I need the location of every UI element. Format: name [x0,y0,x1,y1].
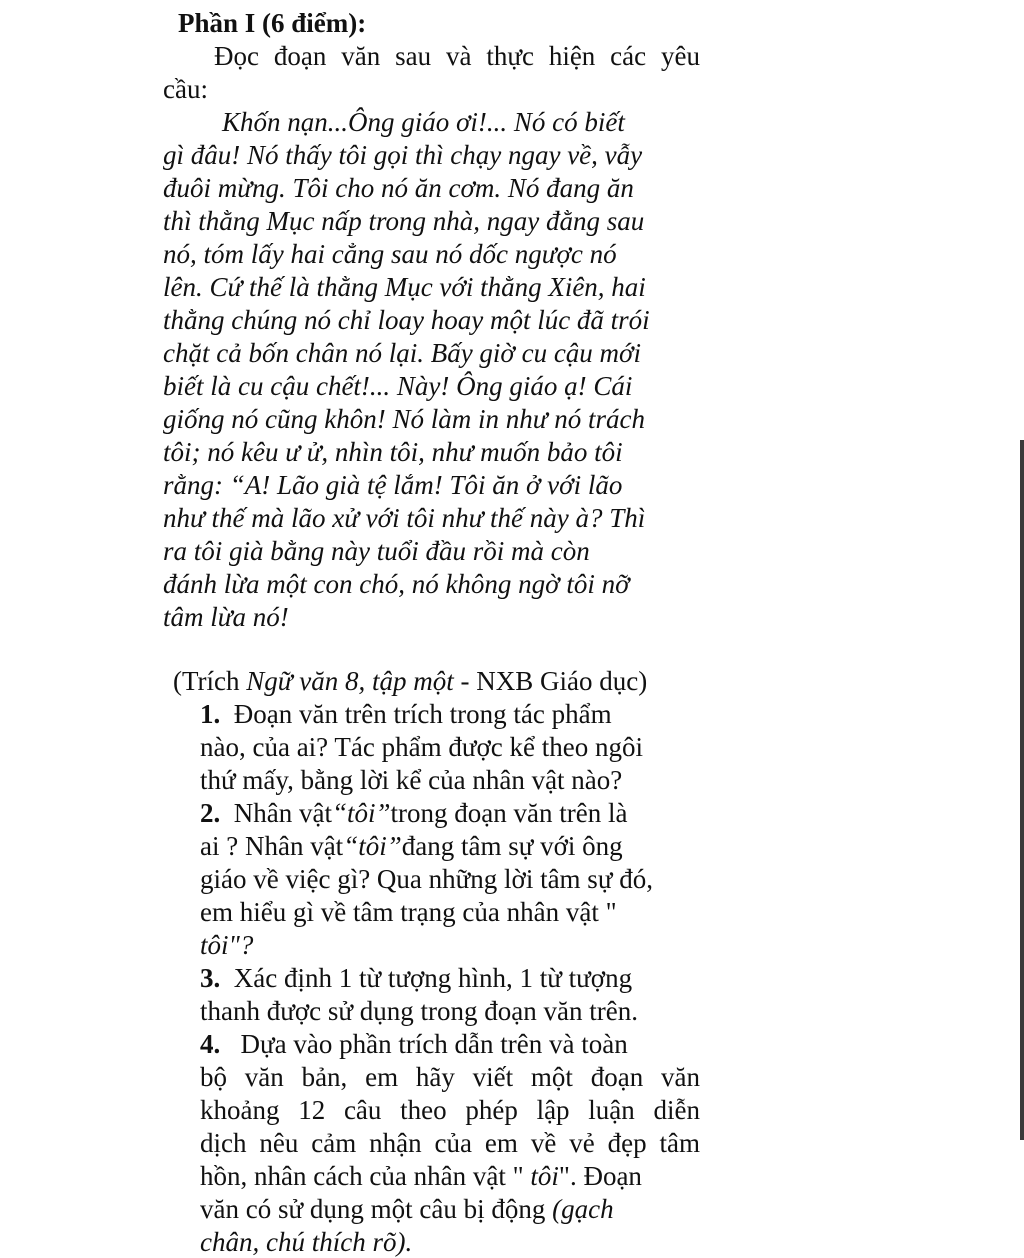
excerpt-line: đuôi mừng. Tôi cho nó ăn cơm. Nó đang ăn [163,173,634,203]
question-1-line-3: thứ mấy, bằng lời kể của nhân vật nào? [200,765,623,795]
question-4-line-7: chân, chú thích rõ). [200,1227,413,1257]
question-2-text-c: ai ? Nhân vật [200,831,344,861]
excerpt-line: rằng: “A! Lão già tệ lắm! Tôi ăn ở với lão [163,470,623,500]
question-3-number: 3. [200,963,221,993]
excerpt-line: như thế mà lão xử với tôi như thế này à? Thì [163,503,646,533]
question-1-line-2: nào, của ai? Tác phẩm được kể theo ngôi [200,732,643,762]
excerpt-line: Khốn nạn...Ông giáo ơi!... Nó có biết [222,107,625,137]
question-1-line-1 [200,698,612,730]
question-3-line-2: thanh được sử dụng trong đoạn văn trên. [200,996,638,1026]
question-2-quoted-toi: “tôi” [331,798,391,828]
question-2-quoted-toi: “tôi” [343,831,402,861]
source-rest: - NXB Giáo dục) [453,666,648,696]
question-4-text-6a: văn có sử dụng một câu bị động [200,1194,553,1224]
question-2-text-b: trong đoạn văn trên là [390,798,628,828]
question-4-line-6 [200,1193,614,1225]
question-3-text: Xác định 1 từ tượng hình, 1 từ tượng [233,963,633,993]
question-2-line-1 [200,797,627,829]
question-4-line-5 [200,1160,642,1192]
question-4-text-5a: hồn, nhân cách của nhân vật " [200,1161,524,1191]
question-2-line-3: giáo về việc gì? Qua những lời tâm sự đó, [200,864,653,894]
page-edge-divider [1020,440,1024,1140]
excerpt-line: nó, tóm lấy hai cẳng sau nó dốc ngược nó [163,239,617,269]
question-4-toi: tôi [523,1161,559,1191]
excerpt-line: lên. Cứ thế là thằng Mục với thằng Xiên, hai [163,272,646,302]
excerpt-line: thằng chúng nó chỉ loay hoay một lúc đã trói [163,305,650,335]
question-4-line-4: dịch nêu cảm nhận của em về vẻ đẹp tâm [200,1128,700,1158]
question-2-line-5: tôi"? [200,930,254,960]
excerpt-line: chặt cả bốn chân nó lại. Bấy giờ cu cậu mới [163,338,641,368]
excerpt-line: gì đâu! Nó thấy tôi gọi thì chạy ngay về, vẫy [163,140,643,170]
question-4-line-1 [200,1028,628,1060]
source-open: (Trích [173,666,247,696]
excerpt-line: biết là cu cậu chết!... Này! Ông giáo ạ! Cái [163,371,633,401]
excerpt-line: giống nó cũng khôn! Nó làm in như nó trách [163,404,645,434]
question-4-number: 4. [200,1029,221,1059]
excerpt-line: đánh lừa một con chó, nó không ngờ tôi nỡ [163,569,630,599]
excerpt-line: thì thằng Mục nấp trong nhà, ngay đằng sau [163,206,645,236]
question-2-number: 2. [200,798,221,828]
source-book-title: Ngữ văn 8, tập một [246,666,454,696]
question-2-line-2 [200,830,623,862]
excerpt-line: ra tôi già bằng này tuổi đầu rồi mà còn [163,536,590,566]
source-citation [173,665,647,697]
question-4-note-start: (gạch [552,1194,614,1224]
excerpt-line: tôi; nó kêu ư ử, nhìn tôi, như muốn bảo tôi [163,437,623,467]
question-4-text: Dựa vào phần trích dẫn trên và toàn [240,1029,628,1059]
question-4-text-5c: ". Đoạn [558,1161,642,1191]
instruction-line-2: cầu: [163,74,208,104]
instruction-line-1: Đọc đoạn văn sau và thực hiện các yêu [214,41,700,71]
question-2-text-d: đang tâm sự với ông [401,831,623,861]
question-3-line-1 [200,962,632,994]
excerpt-line: tâm lừa nó! [163,602,289,632]
section-heading: Phần I (6 điểm): [178,8,367,38]
question-2-line-4: em hiểu gì về tâm trạng của nhân vật " [200,897,617,927]
question-1-text: Đoạn văn trên trích trong tác phẩm [233,699,612,729]
question-2-text-a: Nhân vật [233,798,332,828]
question-4-line-3: khoảng 12 câu theo phép lập luận diễn [200,1095,700,1125]
question-4-line-2: bộ văn bản, em hãy viết một đoạn văn [200,1062,700,1092]
question-1-number: 1. [200,699,221,729]
